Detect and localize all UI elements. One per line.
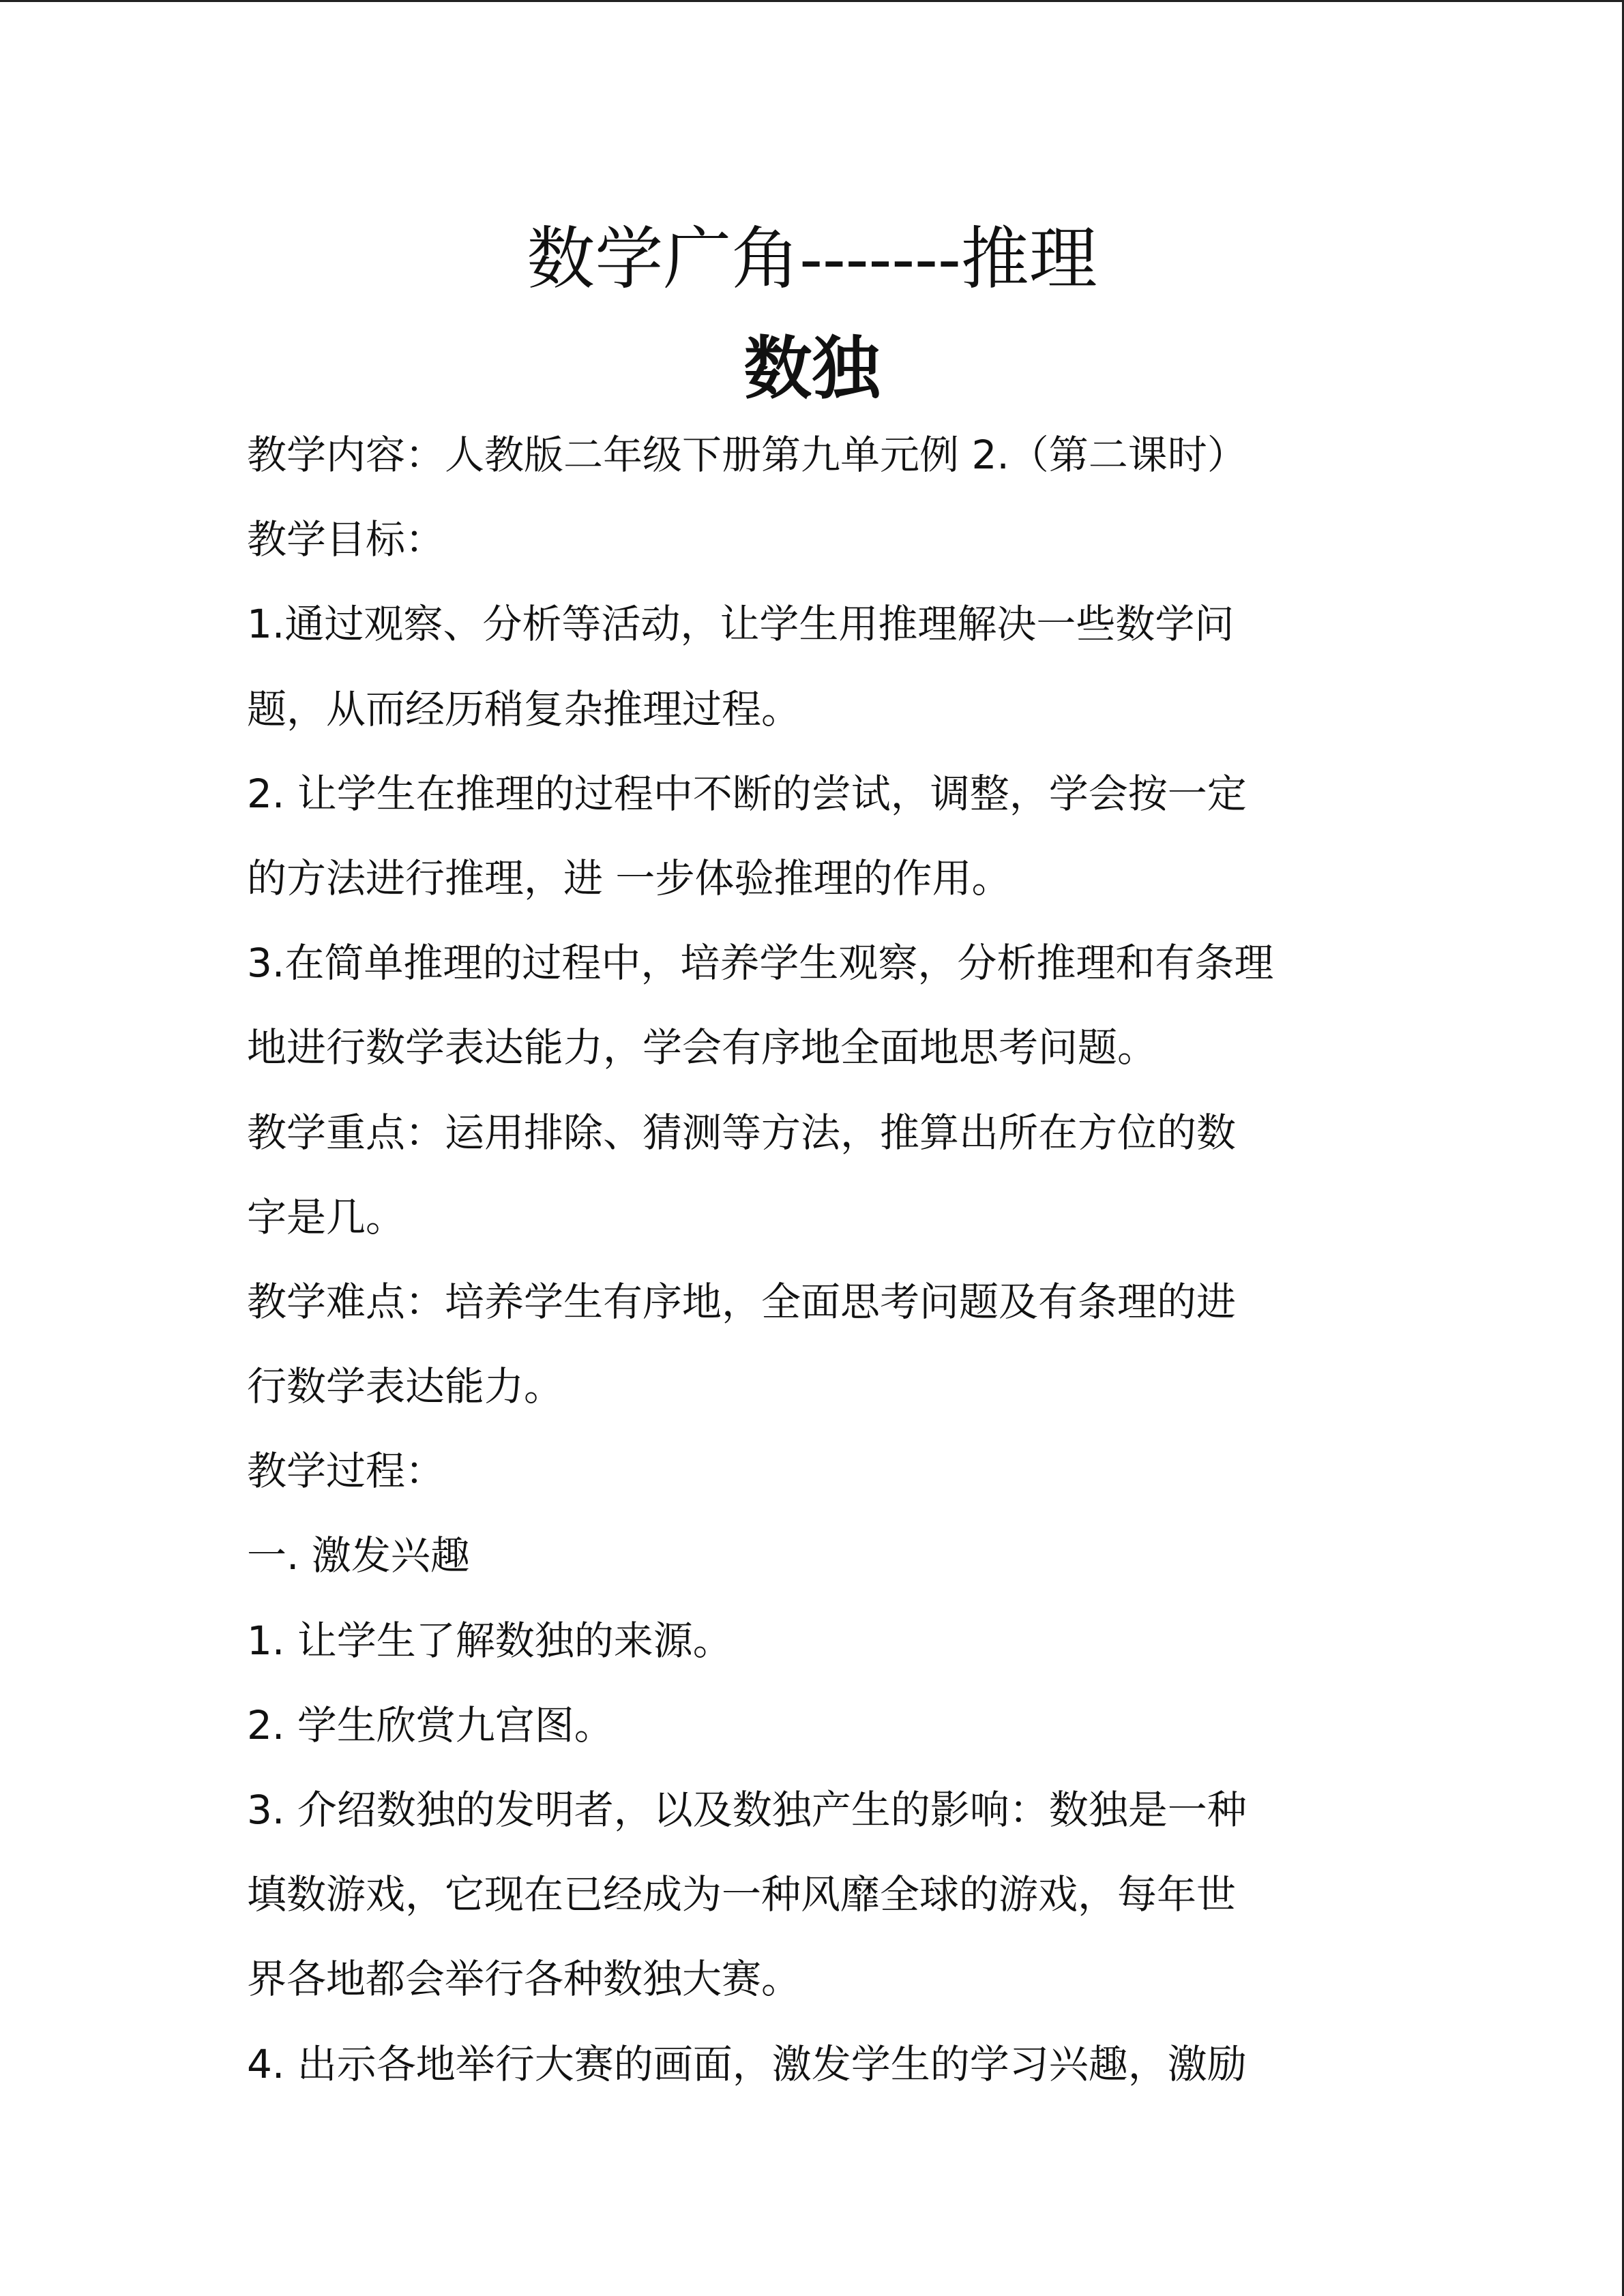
difficulty-line-1: 教学难点：培养学生有序地，全面思考问题及有条理的进 <box>247 1278 1237 1325</box>
step-3-line-3: 界各地都会举行各种数独大赛。 <box>247 1956 801 2003</box>
objective-3-line-1: 3.在简单推理的过程中，培养学生观察，分析推理和有条理 <box>247 940 1274 987</box>
step-3-line-2: 填数游戏，它现在已经成为一种风靡全球的游戏，每年世 <box>247 1871 1237 1918</box>
objective-1-line-2: 题，从而经历稍复杂推理过程。 <box>247 685 801 732</box>
document-body <box>247 413 1406 2106</box>
teaching-process-heading: 教学过程： <box>247 1448 445 1495</box>
step-3-line-1: 3. 介绍数独的发明者，以及数独产生的影响：数独是一种 <box>247 1787 1247 1833</box>
objective-1-line-1: 1.通过观察、分析等活动，让学生用推理解决一些数学问 <box>247 601 1235 648</box>
document-title: 数学广角-------推理 <box>527 219 1097 299</box>
difficulty-line-2: 行数学表达能力。 <box>247 1363 564 1410</box>
objective-2-line-1: 2. 让学生在推理的过程中不断的尝试，调整，学会按一定 <box>247 770 1247 817</box>
key-point-line-1: 教学重点：运用排除、猜测等方法，推算出所在方位的数 <box>247 1109 1237 1156</box>
step-1-line: 1. 让学生了解数独的来源。 <box>247 1617 733 1664</box>
teaching-objectives-heading: 教学目标： <box>247 516 445 563</box>
document-subtitle: 数独 <box>743 328 881 408</box>
key-point-line-2: 字是几。 <box>247 1193 406 1240</box>
step-2-line: 2. 学生欣赏九宫图。 <box>247 1701 614 1748</box>
step-4-line-1: 4. 出示各地举行大赛的画面，激发学生的学习兴趣，激励 <box>247 2040 1247 2087</box>
teaching-content-line: 教学内容：人教版二年级下册第九单元例 2.（第二课时） <box>247 432 1247 478</box>
section-1-heading: 一. 激发兴趣 <box>247 1532 470 1579</box>
objective-3-line-2: 地进行数学表达能力，学会有序地全面地思考问题。 <box>247 1024 1157 1071</box>
objective-2-line-2: 的方法进行推理，进 一步体验推理的作用。 <box>247 854 1012 901</box>
